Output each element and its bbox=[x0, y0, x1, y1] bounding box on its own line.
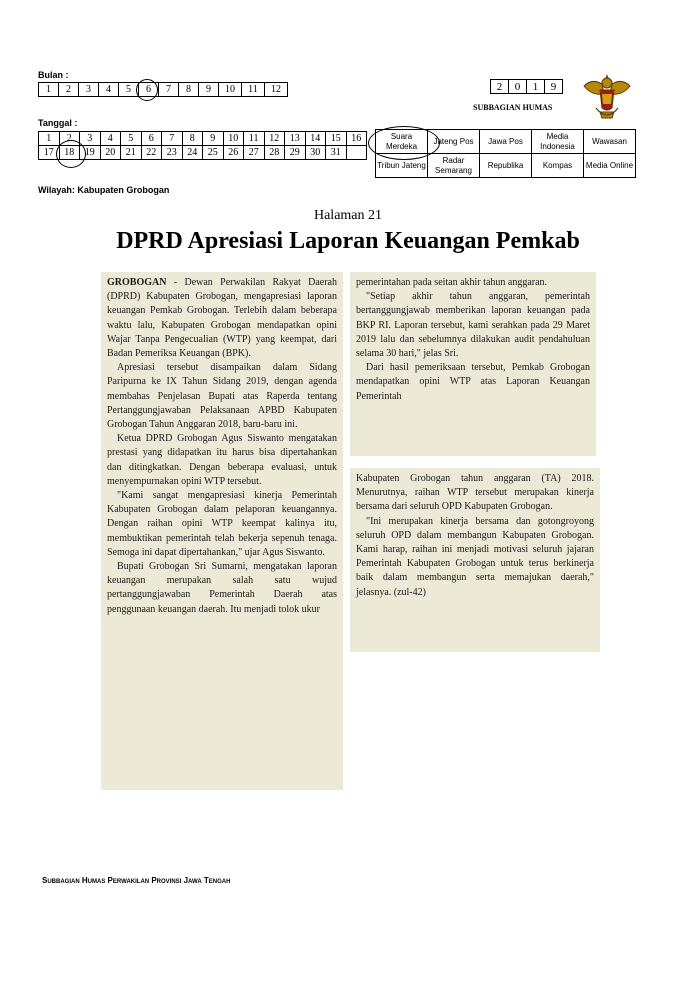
grid-cell: 3 bbox=[79, 83, 99, 97]
grid-cell: 4 bbox=[99, 83, 119, 97]
grid-cell: 7 bbox=[159, 83, 179, 97]
media-cell: Jawa Pos bbox=[480, 130, 532, 154]
grid-cell: 6 bbox=[141, 132, 162, 146]
article-clip-left bbox=[101, 272, 343, 790]
grid-cell: 8 bbox=[182, 132, 203, 146]
article-paragraph: Dari hasil pemeriksaan tersebut, Pemkab Grobogan mendapatkan opini WTP atas Laporan Keuangan Pemerintah bbox=[356, 362, 590, 402]
article-dateline: GROBOGAN bbox=[107, 277, 167, 288]
grid-cell: 31 bbox=[326, 146, 347, 160]
article-paragraph: pemerintahan pada seitan akhir tahun anggaran. bbox=[356, 277, 548, 288]
grid-cell: 4 bbox=[100, 132, 121, 146]
date-grid bbox=[38, 131, 367, 160]
year-digit: 9 bbox=[545, 80, 563, 94]
media-cell: Jateng Pos bbox=[428, 130, 480, 154]
article-paragraph: Bupati Grobogan Sri Sumarni, mengatakan laporan keuangan merupakan salah satu wujud pertanggungjawaban Pemerintah Daerah atas penggunaan keuangan daerah. Itu menjadi tolok ukur bbox=[107, 561, 337, 615]
grid-cell: 9 bbox=[199, 83, 219, 97]
grid-cell: 15 bbox=[326, 132, 347, 146]
grid-cell: 7 bbox=[162, 132, 183, 146]
grid-cell: 3 bbox=[80, 132, 101, 146]
grid-cell: 9 bbox=[203, 132, 224, 146]
article-clip-right-bottom bbox=[350, 468, 600, 652]
grid-cell: 12 bbox=[265, 83, 288, 97]
grid-cell: 1 bbox=[39, 83, 59, 97]
article-paragraph: "Setiap akhir tahun anggaran, pemerintah bertanggungjawab memberikan laporan keuangan pada BKP RI. Laporan tersebut, kami serahkan pada 29 Maret 2019 lalu dan sebelumnya dilakukan audit pendahuluan selama 30 hari," jelas Sri. bbox=[356, 291, 590, 360]
grid-cell: 19 bbox=[80, 146, 101, 160]
grid-cell: 2 bbox=[59, 132, 80, 146]
year-digit: 0 bbox=[509, 80, 527, 94]
article-paragraph: "Kami sangat mengapresiasi kinerja Pemerintah Kabupaten Grobogan dalam pelaporan keuangannya. Dengan raihan opini WTP keempat kalinya itu, membuktikan pemerintah telah bekerja sepenuh tenaga. Semoga ini dapat dipertahankan," ujar Agus Siswanto. bbox=[107, 490, 337, 558]
department-label: SUBBAGIAN HUMAS bbox=[473, 103, 553, 112]
date-selected-circle bbox=[56, 140, 86, 168]
grid-cell: 20 bbox=[100, 146, 121, 160]
garuda-emblem-icon bbox=[578, 68, 636, 124]
grid-cell: 26 bbox=[223, 146, 244, 160]
grid-cell: 22 bbox=[141, 146, 162, 160]
year-digit: 2 bbox=[491, 80, 509, 94]
grid-cell: 24 bbox=[182, 146, 203, 160]
media-selected-circle bbox=[368, 126, 440, 160]
grid-cell: 1 bbox=[39, 132, 60, 146]
media-cell: Kompas bbox=[532, 154, 584, 178]
grid-cell: 14 bbox=[305, 132, 326, 146]
month-selected-circle bbox=[136, 79, 158, 101]
article-paragraph bbox=[107, 276, 337, 361]
grid-cell: 2 bbox=[59, 83, 79, 97]
tanggal-label: Tanggal : bbox=[38, 118, 78, 128]
grid-cell: 10 bbox=[219, 83, 242, 97]
grid-cell: 27 bbox=[244, 146, 265, 160]
media-cell: Media Indonesia bbox=[532, 130, 584, 154]
grid-cell: 13 bbox=[285, 132, 306, 146]
article-paragraph: Kabupaten Grobogan tahun anggaran (TA) 2018. Menurutnya, raihan WTP tersebut merupakan kinerja bersama dari seluruh OPD Kabupaten Grobogan. bbox=[356, 473, 594, 513]
bulan-label: Bulan : bbox=[38, 70, 69, 80]
grid-cell: 5 bbox=[119, 83, 139, 97]
media-cell: Radar Semarang bbox=[428, 154, 480, 178]
grid-cell: 16 bbox=[346, 132, 367, 146]
media-cell: Tribun Jateng bbox=[376, 154, 428, 178]
grid-cell: 25 bbox=[203, 146, 224, 160]
article-clip-right-top bbox=[350, 272, 596, 456]
media-cell: Republika bbox=[480, 154, 532, 178]
grid-cell: 28 bbox=[264, 146, 285, 160]
grid-cell: 11 bbox=[242, 83, 265, 97]
article-paragraph: Ketua DPRD Grobogan Agus Siswanto mengatakan prestasi yang didapatkan itu harus bisa dipertahankan dan ditingkatkan. Dengan beberapa evaluasi, untuk menyempurnakan opini WTP tersebut. bbox=[107, 433, 337, 487]
footer-label: Subbagian Humas Perwakilan Provinsi Jawa Tengah bbox=[42, 876, 231, 885]
grid-cell: 30 bbox=[305, 146, 326, 160]
article-paragraph: Apresiasi tersebut disampaikan dalam Sidang Paripurna ke IX Tahun Sidang 2019, dengan agenda membahas Penjelasan Bupati atas Raperda tentang Pertanggungjawaban Pelaksanaan APBD Kabupaten Grobogan Tahun Anggaran 2018, baru-baru ini. bbox=[107, 362, 337, 431]
grid-cell: 8 bbox=[179, 83, 199, 97]
grid-cell: 21 bbox=[121, 146, 142, 160]
grid-cell: 12 bbox=[264, 132, 285, 146]
article-paragraph: "Ini merupakan kinerja bersama dan gotongroyong seluruh OPD dalam membangun Kabupaten Grobogan. Kami harap, raihan ini menjadi motivasi seluruh jajaran Pemerintah Kabupaten Grobogan untuk terus berkinerja baik dalam membangun serta memajukan daerah," jelasnya. (zul-42) bbox=[356, 515, 594, 598]
article-title: DPRD Apresiasi Laporan Keuangan Pemkab bbox=[116, 228, 580, 254]
article-text: - Dewan Perwakilan Rakyat Daerah (DPRD) Kabupaten Grobogan, mengapresiasi laporan keuangan Pemkab Grobogan. Terlebih dalam beberapa waktu lalu, Kabupaten Grobogan mendapatkan opini Wajar Tanpa Pengecualian (WTP) yang keempat, dari Badan Pemeriksa Keuangan (BPK). bbox=[107, 277, 337, 360]
grid-cell: 6 bbox=[139, 83, 159, 97]
year-digit: 1 bbox=[527, 80, 545, 94]
media-cell: Wawasan bbox=[584, 130, 636, 154]
grid-cell: 5 bbox=[121, 132, 142, 146]
grid-cell: 23 bbox=[162, 146, 183, 160]
grid-cell: 10 bbox=[223, 132, 244, 146]
media-cell: Media Online bbox=[584, 154, 636, 178]
page-number: Halaman 21 bbox=[313, 208, 383, 223]
month-grid bbox=[38, 82, 288, 97]
grid-cell: 29 bbox=[285, 146, 306, 160]
grid-cell-empty bbox=[346, 146, 367, 160]
media-cell: Suara Merdeka bbox=[376, 130, 428, 154]
grid-cell: 18 bbox=[59, 146, 80, 160]
grid-cell: 11 bbox=[244, 132, 265, 146]
grid-cell: 17 bbox=[39, 146, 60, 160]
wilayah-label: Wilayah: Kabupaten Grobogan bbox=[38, 185, 170, 195]
year-box bbox=[490, 79, 563, 94]
